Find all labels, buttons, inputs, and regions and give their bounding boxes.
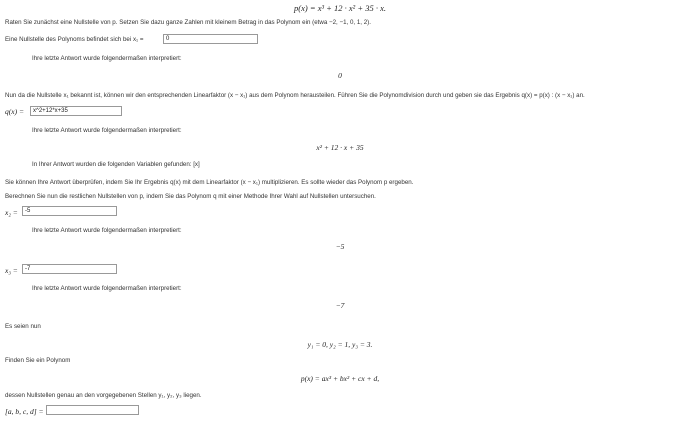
x1-interpreted-label: Ihre letzte Antwort wurde folgendermaßen interpretiert: [32, 55, 182, 62]
polynomial-formula: p(x) = ax³ + bx² + cx + d, [300, 374, 380, 383]
variables-found-text: In Ihrer Antwort wurden die folgenden Variablen gefunden: [x] [32, 161, 200, 168]
x3-interpreted-value: −7 [335, 301, 345, 310]
division-text: Nun da die Nullstelle x₁ bekannt ist, können wir den entsprechenden Linearfaktor (x − x₁) aus dem Polynom herausteilen. Führen Sie die Polynomdivision durch und geben sie das Ergebnis q(x) = p(x) : (x − x₁) an. [5, 92, 585, 99]
x2-input[interactable]: -5 [22, 206, 117, 216]
q-interpreted-value: x² + 12 · x + 35 [316, 143, 364, 152]
q-input[interactable]: x^2+12*x+35 [30, 106, 122, 116]
q-label: q(x) = [5, 107, 25, 116]
intro-text: Raten Sie zunächst eine Nullstelle von p. Setzen Sie dazu ganze Zahlen mit kleinem Betrag in das Polynom ein (etwa −2, −1, 0, 1, 2). [5, 19, 371, 26]
x2-interpreted-label: Ihre letzte Antwort wurde folgendermaßen interpretiert: [32, 227, 182, 234]
abcd-label: [a, b, c, d] = [5, 407, 44, 416]
x3-interpreted-label: Ihre letzte Antwort wurde folgendermaßen interpretiert: [32, 285, 182, 292]
seien-text: Es seien nun [5, 323, 41, 330]
x3-label: x₃ = [5, 266, 18, 275]
find-polynomial-text: Finden Sie ein Polynom [5, 357, 71, 364]
x2-label: x₂ = [5, 208, 18, 217]
top-formula: p(x) = x³ + 12 · x² + 35 · x. [294, 3, 386, 13]
zeros-location-text: dessen Nullstellen genau an den vorgegebenen Stellen y₁, y₂, y₃ liegen. [5, 392, 202, 399]
x2-interpreted-value: −5 [335, 242, 345, 251]
x3-input[interactable]: -7 [22, 264, 117, 274]
x1-label: Eine Nullstelle des Polynoms befindet sich bei x₁ = [5, 36, 144, 43]
q-interpreted-label: Ihre letzte Antwort wurde folgendermaßen interpretiert: [32, 127, 182, 134]
abcd-input[interactable] [46, 405, 139, 415]
remaining-zeros-text: Berechnen Sie nun die restlichen Nullstellen von p, indem Sie das Polynom q mit einer Methode Ihrer Wahl auf Nullstellen untersuchen. [5, 193, 376, 200]
y-values-formula: y₁ = 0, y₂ = 1, y₃ = 3. [307, 340, 373, 349]
check-text: Sie können Ihre Antwort überprüfen, indem Sie Ihr Ergebnis q(x) mit dem Linearfaktor (x − x₁) multiplizieren. Es sollte wieder das Polynom p ergeben. [5, 179, 414, 186]
x1-input[interactable]: 0 [163, 34, 258, 44]
x1-interpreted-value: 0 [338, 71, 342, 80]
